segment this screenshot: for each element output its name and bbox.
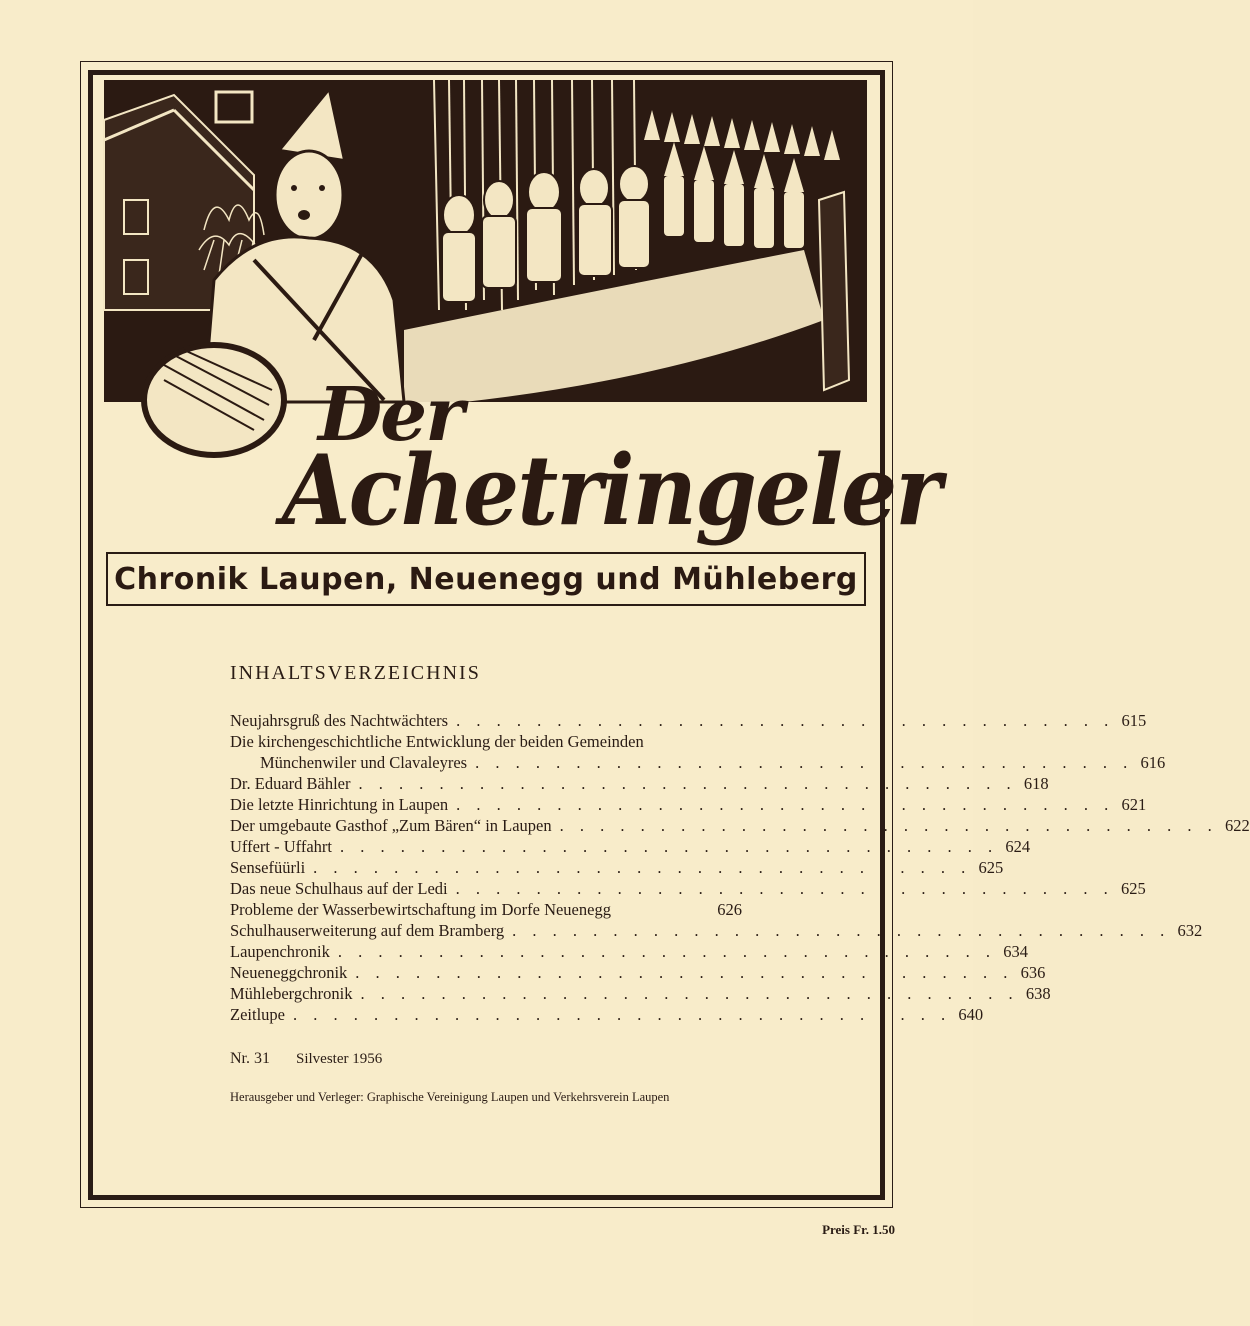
toc-entry-title: Laupenchronik [230,942,330,961]
toc-entry [230,794,1147,815]
toc-leader-dots: . . . . . . . . . . . . . . . . . . . . . . . . . . . . . . . . . [456,795,1115,814]
toc-leader-dots: . . . . . . . . . . . . . . . . . . . . . . . . . . . . . . . . . [475,753,1134,772]
toc-entry-title: Neujahrsgruß des Nachtwächters [230,711,449,730]
subtitle-text: Chronik Laupen, Neuenegg und Mühleberg [114,561,858,597]
toc-entry-title: Das neue Schulhaus auf der Ledi [230,879,448,898]
toc-entry-page: 625 [978,858,1004,877]
toc-entry [230,899,742,920]
table-of-contents [230,710,1250,1025]
toc-entry-title: Zeitlupe [230,1005,285,1024]
toc-entry-title: Sensefüürli [230,858,306,877]
toc-entry-page: 622 [1225,816,1250,835]
toc-entry-title: Der umgebaute Gasthof „Zum Bären“ in Laupen [230,816,552,835]
toc-entry [230,962,1046,983]
toc-entry-page: 621 [1121,795,1147,814]
toc-entry-title: Uffert - Uffahrt [230,837,333,856]
toc-entry-title: Mühlebergchronik [230,984,353,1003]
toc-leader-dots: . . . . . . . . . . . . . . . . . . . . . . . . . . . . . . . . . [340,837,999,856]
toc-leader-dots: . . . . . . . . . . . . . . . . . . . . . . . . . . . . . . . . . [559,816,1218,835]
toc-leader-dots: . . . . . . . . . . . . . . . . . . . . . . . . . . . . . . . . . [313,858,972,877]
toc-entry [230,1004,984,1025]
toc-leader-dots: . . . . . . . . . . . . . . . . . . . . . . . . . . . . . . . . . [355,963,1014,982]
toc-leader-dots: . . . . . . . . . . . . . . . . . . . . . . . . . . . . . . . . . [292,1005,952,1024]
toc-entry-title: Die kirchengeschichtliche Entwicklung der beiden Gemeinden [230,732,644,751]
toc-entry [230,857,1004,878]
toc-entry [230,836,1031,857]
toc-leader-dots: . . . . . . . . . . . . . . . . . . . . . . . . . . . . . . . . . [360,984,1019,1003]
toc-entry [230,710,1147,731]
toc-entry-page: 618 [1023,774,1049,793]
toc-entry-title: Münchenwiler und Clavaleyres [260,753,468,772]
toc-entry-page: 615 [1121,711,1147,730]
toc-entry-title: Dr. Eduard Bähler [230,774,351,793]
toc-leader-dots: . . . . . . . . . . . . . . . . . . . . . . . . . . . . . . . . . [455,879,1114,898]
toc-entry-page: 625 [1121,879,1146,898]
toc-leader-dots: . . . . . . . . . . . . . . . . . . . . . . . . . . . . . . . . . [456,711,1115,730]
toc-leader-dots: . . . . . . . . . . . . . . . . . . . . . . . . . . . . . . . . . [337,942,997,961]
subtitle-banner [106,552,866,606]
issue-info [230,1050,404,1068]
toc-entry-title: Probleme der Wasserbewirtschaftung im Dorfe Neuenegg [230,900,611,919]
toc-entry [230,878,1146,899]
toc-leader-dots: . . . . . . . . . . . . . . . . . . . . . . . . . . . . . . . . . [512,921,1171,940]
toc-heading: INHALTSVERZEICHNIS [230,662,481,684]
toc-leader-dots: . . . . . . . . . . . . . . . . . . . . . . . . . . . . . . . . . [358,774,1017,793]
toc-entry-title: Die letzte Hinrichtung in Laupen [230,795,449,814]
toc-entry-page: 616 [1140,753,1166,772]
toc-entry [230,752,1166,773]
title-der: Der [318,372,463,458]
toc-entry [230,920,1203,941]
title-achetringeler: Achetringeler [282,434,941,547]
night-procession-illustration [104,80,867,402]
toc-entry-page: 636 [1020,963,1046,982]
toc-entry-page: 624 [1005,837,1031,856]
toc-entry-page: 638 [1025,984,1051,1003]
issue-date: Silvester 1956 [296,1051,383,1067]
toc-entry [230,773,1049,794]
toc-entry-page: 634 [1003,942,1029,961]
toc-entry-title: Neueneggchronik [230,963,348,982]
toc-entry [230,815,1250,836]
publisher-line: Herausgeber und Verleger: Graphische Vereinigung Laupen und Verkehrsverein Laupen [230,1090,670,1104]
toc-entry [230,941,1029,962]
toc-entry-page: 632 [1177,921,1203,940]
price-label: Preis Fr. 1.50 [822,1222,895,1237]
toc-entry-title: Schulhauserweiterung auf dem Bramberg [230,921,505,940]
issue-number: Nr. 31 [230,1050,270,1067]
toc-entry-page: 626 [717,900,742,919]
woodcut-illustration [104,80,867,402]
toc-entry-page: 640 [958,1005,984,1024]
toc-entry [230,983,1051,1004]
toc-entry [230,731,742,752]
